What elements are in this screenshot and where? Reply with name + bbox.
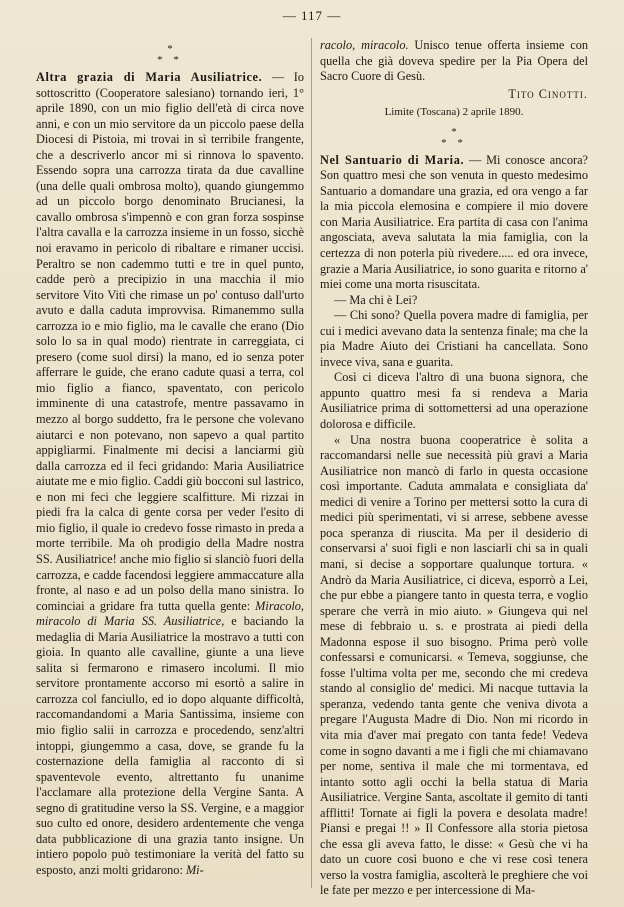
section-separator-stars <box>320 127 588 149</box>
star-bottom: * * <box>441 136 467 149</box>
continued-text: Unisco tenue offerta insieme con quella che già doveva spedire per la Pia Opera del Sacro Cuore di Gesù. <box>320 38 588 84</box>
miracolo-phrase: Miracolo, miracolo di Maria SS. Ausiliatrice, <box>36 598 304 629</box>
article-title: Nel Santuario di Maria. <box>320 152 465 167</box>
article-paragraph: — Ma chi è Lei? <box>334 292 418 307</box>
section-separator-stars <box>36 44 304 66</box>
place-date: Limite (Toscana) 2 aprile 1890. <box>384 106 524 119</box>
star-top: * <box>451 125 457 138</box>
continued-paragraph <box>320 38 588 85</box>
article-paragraph: « Una nostra buona cooperatrice è solita a raccomandarsi nelle sue necessità più gravi a Maria Ausiliatrice non mancò di farlo in questa occasione così importante. Caduta ammalata e consigliata da' medici di venire a Torino per mettersi sotto la cura di medici più sperimentati, vi si arrese, sebbene avesse poca speranza di riuscita. Ma per il desiderio di conservarsi a' suoi figli e non lasciarli chi sa in quali mani, si decise a sopportare qualunque tortura. « Andrò da Maria Ausiliatrice, ci diceva, esporrò a Lei, che pur ebbe a piangere tanto in questa terra, e voglio sperare che verrà in mio aiuto. » Giungeva qui nel mese di febbraio u. s. e prostrata ai piedi della Madonna espose il suo bisogno. Prima però volle confessarsi e comunicarsi. « Temeva, soggiunse, che fosse l'ultima volta per me, secondo che mi credeva stando al consiglio de' medici. Mi nacque tuttavia la speranza, vedendo tanta gente che veniva divota a pregare l'Augusta Madre di Dio. Non mi ricordo in vita mia d'aver mai pregato con tanta fede! Vedeva come in sogno davanti a me i figli che mi chiamavano per nome, sentiva il male che mi tormentava, ed intanto sotto agli occhi la bella statua di Maria Ausiliatrice. Vergine Santa, ascoltate il gemito di tanti afflitti! Tornate ai figli la povera e desolata madre! Piansi e pregai !! » Il Confessore alla storia pietosa che essa gli aveva fatto, le disse: « Gesù che vi ha dato un cuore così buono e che vi rese così tenera verso la vostra famiglia, ascolterà le preghiere che voi le fate per mezzo e per intercessione di Ma- <box>320 432 588 898</box>
star-top: * <box>167 43 173 55</box>
article-tail: Mi- <box>185 862 204 877</box>
article-paragraph: — Chi sono? Quella povera madre di famiglia, per cui i medici avevano data la sentenza finale; ma che la pia Madre Aiuto dei Cristiani ha cancellata. Sono invece viva, sana e guarita. <box>320 308 588 369</box>
column-divider <box>311 38 312 888</box>
continued-italic: racolo, miracolo. <box>320 38 409 52</box>
article-body-continued: e baciando la medaglia di Maria Ausiliatrice la mostravo a tutti con gioia. In quanto alle cavalline, giunte a una lieve salita si fermarono e rimasero incolumi. Il mio servitore prontamente accorso mi esortò a salire in carrozza col fanciullo, ed io dopo alquante difficoltà, raccomandandomi a Maria Santissima, insieme con mio figlio salii in carrozza e procedendo, senz'altri intoppi, giungemmo a casa, dove, se grande fu la costernazione della famiglia al racconto di sì spaventevole evento, altrettanto fu unanime l'acclamare alla protezione della Vergine Santa. A segno di gratitudine verso la SS. Vergine, e a maggior suo culto ed onore, desidero ardentemente che venga data pubblicazione di una grazia tanto insigne. Un intiero popolo può testimoniare la verità del fatto su esposto, anzi molti gridarono: <box>36 614 304 877</box>
article-body: — Io sottoscritto (Cooperatore salesiano) tornando ieri, 1° aprile 1890, con un mio figlio dell'età di circa nove anni, e con un mio servitore da un piccolo paese della Diocesi di Pistoia, mi trovai in sì terribile frangente, che a descriverlo ancor mi si rinnova lo spavento. Essendo sopra una carrozza tirata da due cavalline (una delle quali ombrosa molto), quando giungemmo ad un piccolo borgo denominato Brucianesi, la cavallo ombrosa s'impennò e con gran forza sospinse l'altra cavalla e la carrozza insieme in un fosso, sicchè noi eravamo in pericolo di ribaltare e rimaner uccisi. Peraltro se non cademmo tutti e tre in quel punto, cadde però a precipizio in una macchia il mio servitore Vito Vitì che rimase un po' contuso dall'urto avuto e dalla caduta improvvisa. Rimanemmo sulla carrozza io e mio figlio, ma le cavalle che erano (Dio solo lo sa in qual modo) rientrate in carreggiata, ci presero (come suol dirsi) la mano, ed io senza poter afferrare le guide, che erano cadute quasi a terra, col mio figlio a fianco, spaventato, con pericolo imminente di una catastrofe, mentre passavamo in mezzo al borgo suddetto, fra le persone che volevano aiutarci e non potevano, non sapevo a qual partito appigliarmi. Finalmente mi decisi a lanciarmi giù dalla carrozza ed il feci gridando: Maria Ausiliatrice aiutate me e mio figlio. Caddi giù bocconi sul lastrico, e non mi feci che leggiere scalfitture. Mi rizzai in piedi fra la calca di gente corsa per veder l'esito di mio figlio, il quale io credevo fosse rimasto in preda a morte terribile. Ma oh prodigio della Madre nostra SS. Ausiliatrice! anche mio figlio si slanciò fuori della carrozza, e cadde facendosi leggiere ammaccature alla fronte, al naso e ad un polso della mano sinistra. Io cominciai a gridare fra tutta quella gente: <box>36 70 304 613</box>
article-paragraph <box>36 70 304 878</box>
left-column <box>36 38 304 878</box>
signature: Tito Cinotti. <box>508 86 588 101</box>
article-paragraph: Così ci diceva l'altro dì una buona signora, che appunto quattro mesi fa si rendeva a Maria Ausiliatrice prima di sottomettersi ad una operazione dolorosa e difficile. <box>320 370 588 432</box>
star-bottom: * * <box>157 54 183 66</box>
article-paragraph <box>320 153 588 293</box>
article-body: — Mi conosce ancora? Son quattro mesi che son venuta in questo medesimo Santuario a domandare una grazia, ed ora vengo a far la mia piccola elemosina e compiere il mio dovere con Maria Ausiliatrice. Era partita di casa con l'anima angosciata, aveva salutata la mia famiglia, con la certezza di non poterla più rivedere..... ed ora invece, grazie a Maria Ausiliatrice, io sono guarita e ritorno a' miei come una morta risuscitata. <box>320 152 588 292</box>
page-number: — 117 — <box>282 8 342 23</box>
right-column <box>320 38 588 899</box>
article-title: Altra grazia di Maria Ausiliatrice. <box>36 70 263 84</box>
